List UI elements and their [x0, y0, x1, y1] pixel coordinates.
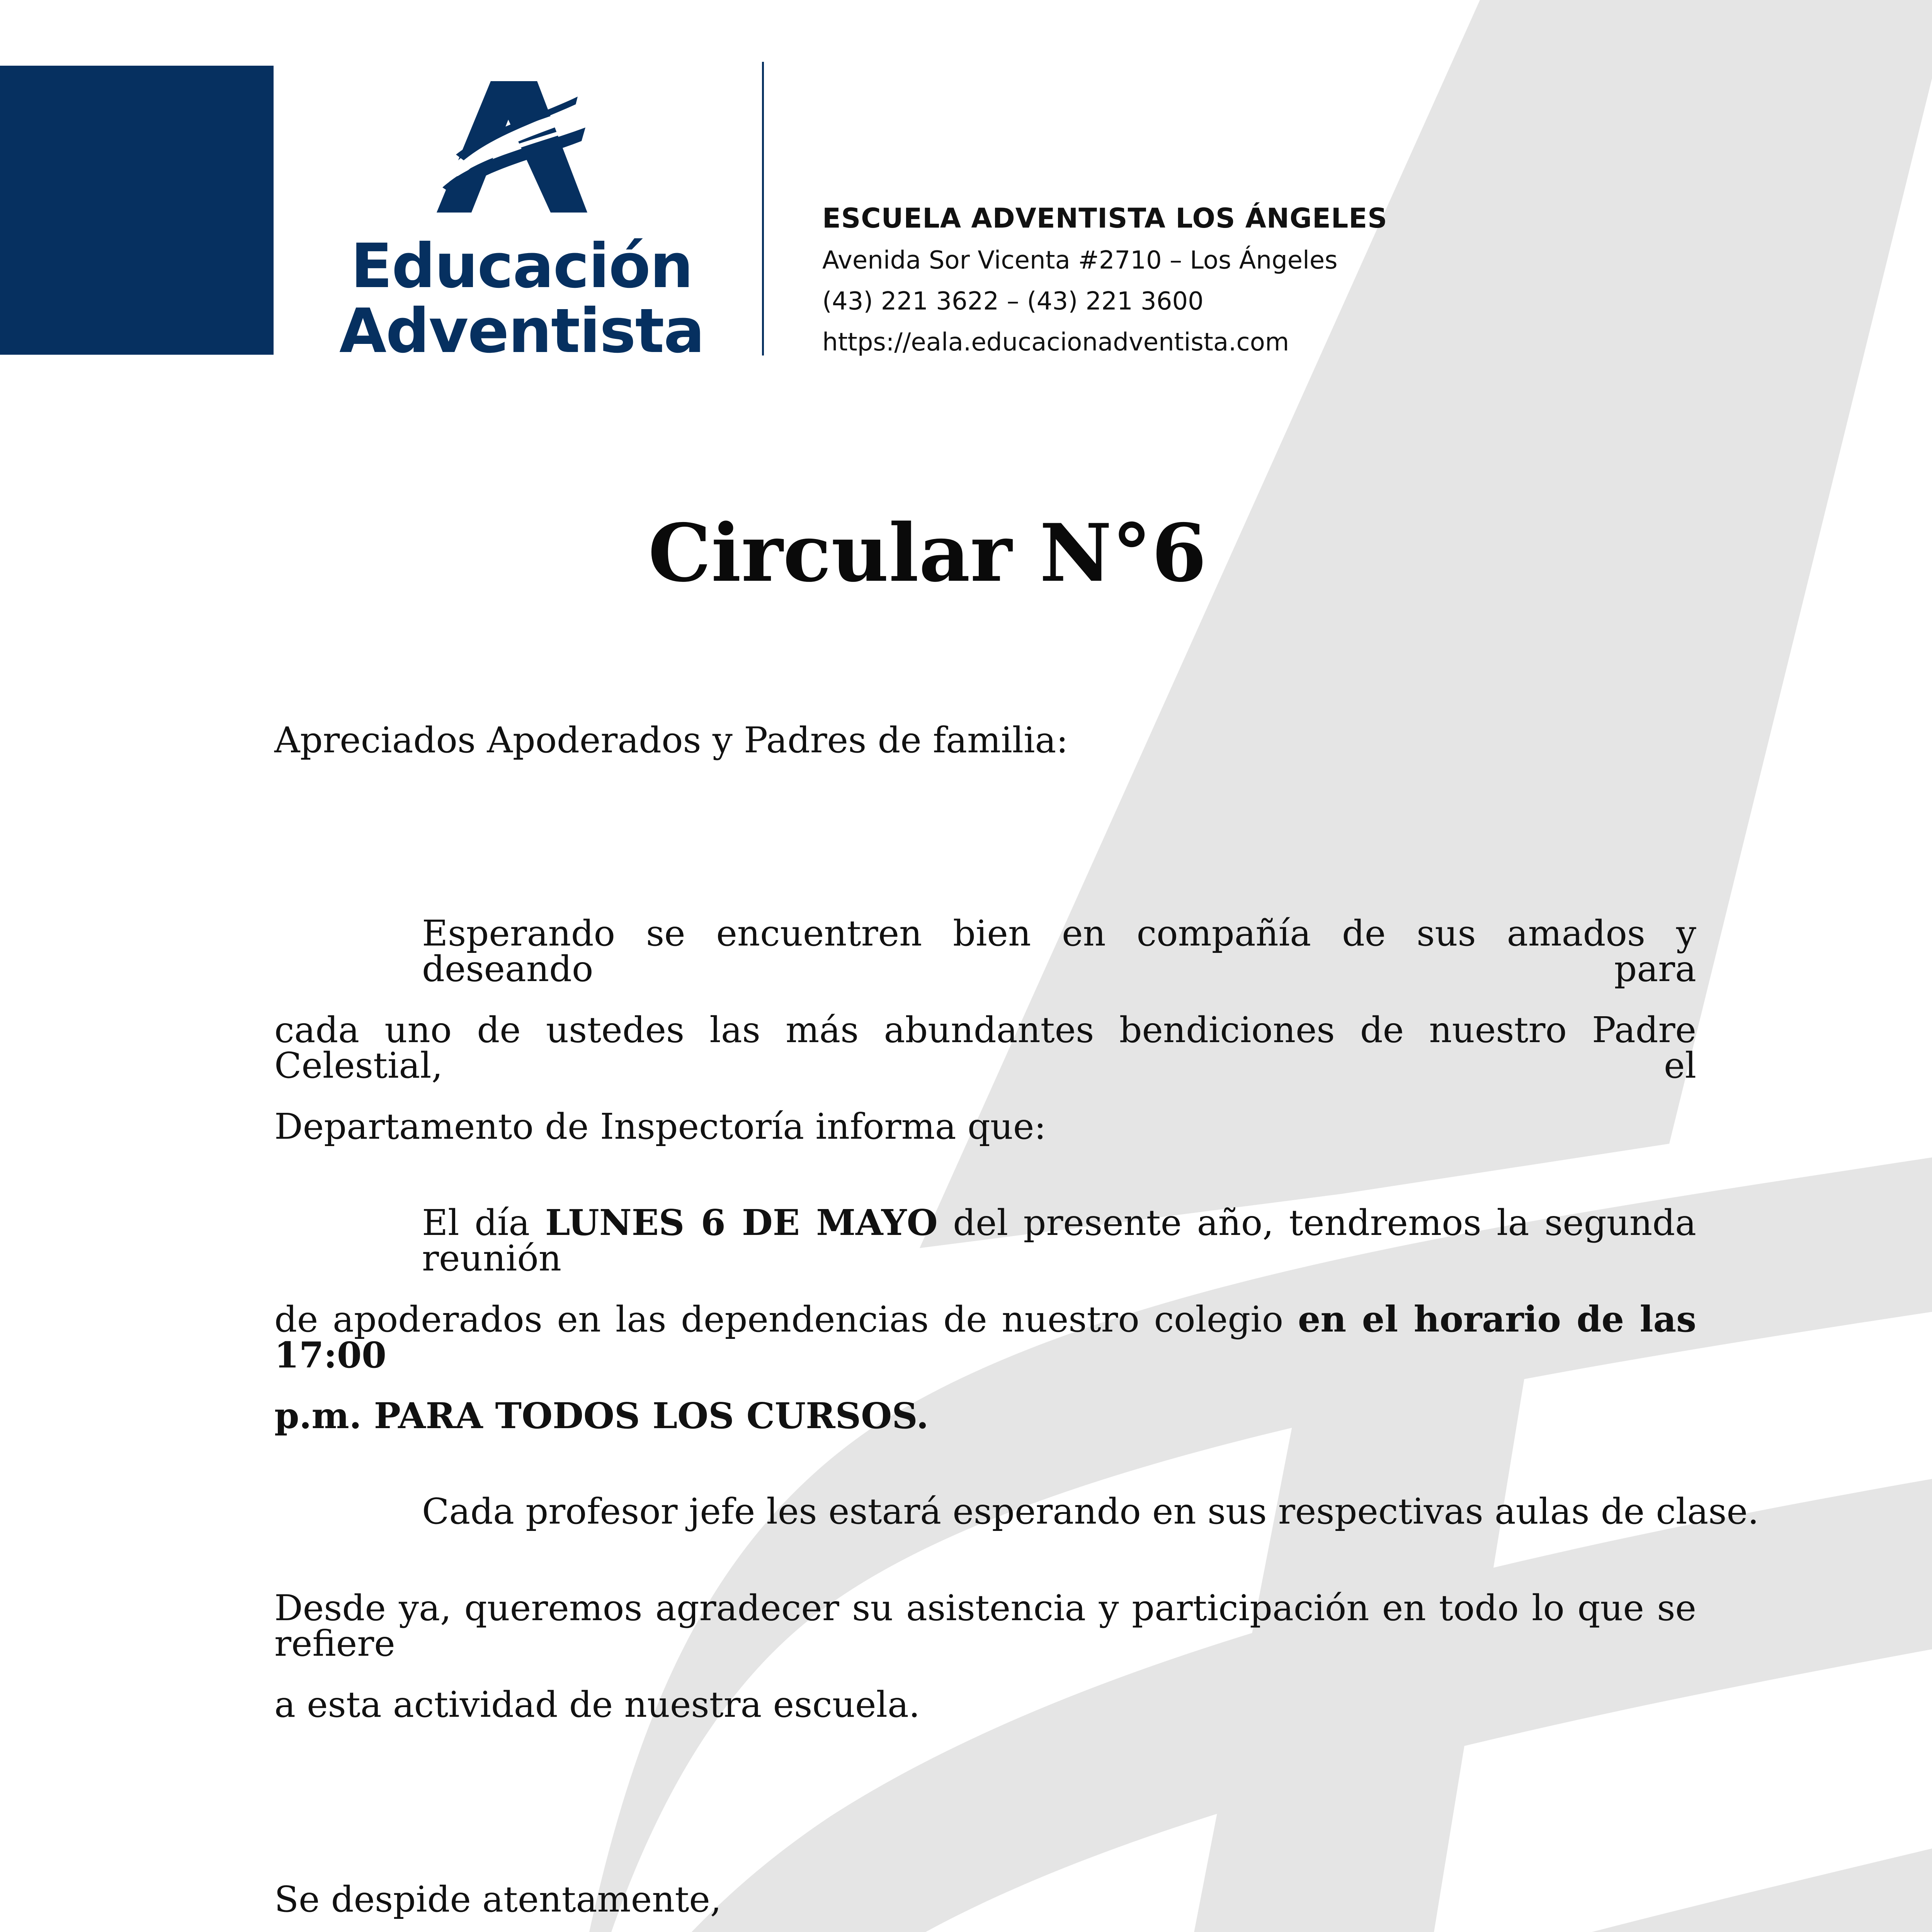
paragraph-1-line-3: Departamento de Inspectoría informa que: — [274, 1106, 1046, 1147]
paragraph-1-line-2: cada uno de ustedes las más abundantes bendiciones de nuestro Padre Celestial, el — [274, 1009, 1696, 1086]
paragraph-2-line-3 — [274, 1395, 1696, 1437]
school-info — [822, 202, 1388, 357]
document-title: Circular N°6 — [648, 507, 1207, 600]
closing-text: Se despide atentamente, — [274, 1879, 722, 1920]
greeting-text: Apreciados Apoderados y Padres de familia: — [274, 719, 1068, 761]
brand-color-block — [0, 66, 274, 355]
text-span: del presente año, tendremos la segunda reunión — [422, 1202, 1696, 1279]
logo-line-2: Adventista — [339, 296, 704, 367]
meeting-time: en el horario de las 17:00 — [274, 1298, 1697, 1376]
paragraph-3-line-1: Cada profesor jefe les estará esperando en sus respectivas aulas de clase. — [422, 1491, 1759, 1532]
adventista-a-logo-icon — [433, 81, 595, 214]
educacion-adventista-logo — [321, 81, 723, 367]
school-address: Avenida Sor Vicenta #2710 – Los Ángeles — [822, 246, 1338, 275]
paragraph-1-line-1: Esperando se encuentren bien en compañía de sus amados y deseando para — [422, 913, 1696, 990]
school-website-link[interactable]: https://eala.educacionadventista.com — [822, 328, 1289, 357]
paragraph-2-line-1 — [274, 1202, 1696, 1279]
meeting-date: LUNES 6 DE MAYO — [545, 1202, 938, 1243]
meeting-scope: p.m. PARA TODOS LOS CURSOS. — [274, 1395, 929, 1437]
school-name: ESCUELA ADVENTISTA LOS ÁNGELES — [822, 202, 1388, 234]
logo-line-1: Educación — [350, 231, 693, 302]
header-divider — [762, 62, 764, 355]
school-phones: (43) 221 3622 – (43) 221 3600 — [822, 287, 1204, 316]
paragraph-3-line-3: a esta actividad de nuestra escuela. — [274, 1684, 920, 1725]
paragraph-3-line-2: Desde ya, queremos agradecer su asistencia y participación en todo lo que se refiere — [274, 1587, 1696, 1664]
text-span: de apoderados en las dependencias de nuestro colegio — [274, 1299, 1298, 1340]
text-span: El día — [422, 1202, 545, 1243]
paragraph-2-line-2 — [274, 1298, 1697, 1376]
